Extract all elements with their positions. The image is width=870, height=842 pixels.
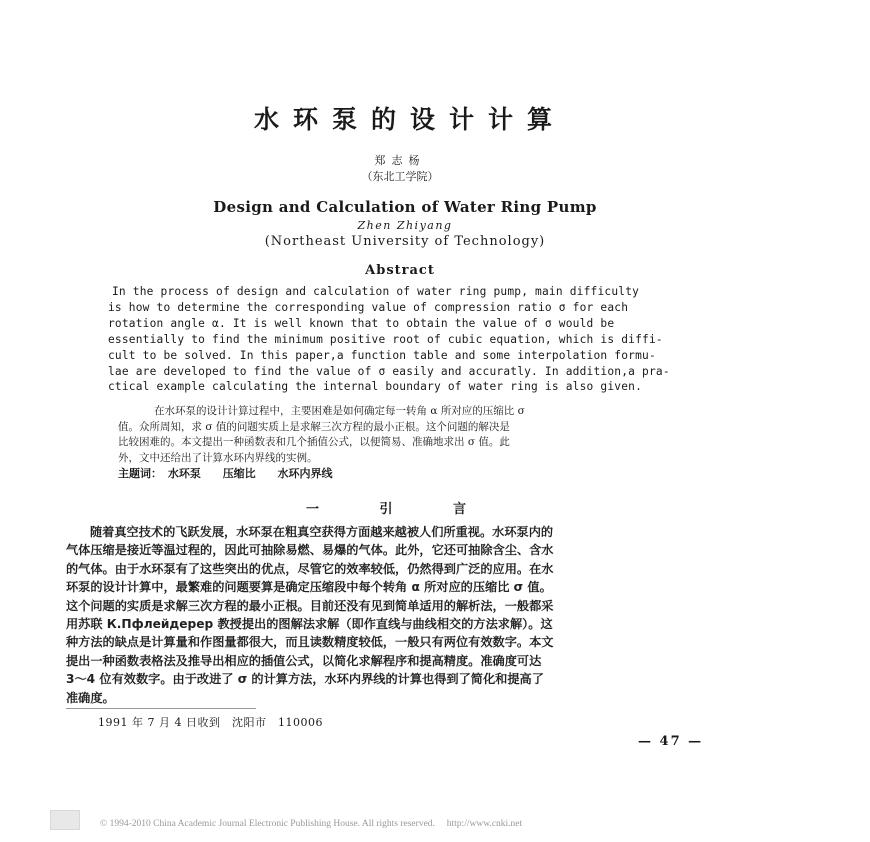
publisher-logo-icon bbox=[50, 810, 80, 830]
paper-title-cn: 水环泵的设计计算 bbox=[253, 105, 566, 134]
page-number: — 47 — bbox=[638, 734, 704, 749]
body-line: 环泵的设计计算中，最繁难的问题要算是确定压缩段中每个转角 α 所对应的压缩比 σ 值。 bbox=[66, 580, 552, 595]
keyword: 水环内界线 bbox=[277, 467, 333, 480]
body-line: 提出一种函数表格法及推导出相应的插值公式，以简化求解程序和提高精度。准确度可达 bbox=[66, 653, 542, 668]
body-line: 这个问题的实质是求解三次方程的最小正根。目前还没有见到简单适用的解析法，一般都采 bbox=[66, 598, 554, 613]
body-line: 气体压缩是接近等温过程的，因此可抽除易燃、易爆的气体。此外，它还可抽除含尘、含水 bbox=[66, 543, 554, 558]
abstract-line: essentially to find the minimum positive root of cubic equation, which is diffi- bbox=[108, 332, 663, 346]
abstract-cn-line: 值。众所周知，求 σ 值的问题实质上是求解三次方程的最小正根。这个问题的解决是 bbox=[118, 420, 510, 433]
body-line: 的气体。由于水环泵有了这些突出的优点，尽管它的效率较低，仍然得到广泛的应用。在水 bbox=[66, 561, 554, 576]
abstract-cn bbox=[118, 404, 678, 482]
abstract-line: is how to determine the corresponding value of compression ratio σ for each bbox=[108, 300, 629, 314]
body-line: 随着真空技术的飞跃发展，水环泵在粗真空获得方面越来越被人们所重视。水环泵内的 bbox=[90, 525, 554, 539]
footnote-rule bbox=[66, 708, 256, 709]
author-en: Zhen Zhiyang bbox=[357, 219, 453, 232]
keywords-label: 主题词： bbox=[118, 467, 162, 480]
section-heading: 一 引 言 bbox=[305, 502, 495, 517]
footnote: 1991 年 7 月 4 日收到 沈阳市 110006 bbox=[98, 716, 323, 729]
body-line: 用苏联 К.Пфлейдерер 教授提出的图解法求解（即作直线与曲线相交的方法求解）。这 bbox=[66, 617, 553, 632]
abstract-heading: Abstract bbox=[365, 263, 435, 278]
copyright-notice: © 1994-2010 China Academic Journal Electronic Publishing House. All rights reserved. http://www.cnki.net bbox=[100, 819, 523, 829]
abstract-line: cult to be solved. In this paper,a function table and some interpolation formu- bbox=[108, 348, 656, 362]
abstract-line: lae are developed to find the value of σ easily and accuratly. In addition,a pra- bbox=[108, 364, 670, 378]
body-line: 种方法的缺点是计算量和作图量都很大，而且读数精度较低，一般只有两位有效数字。本文 bbox=[66, 635, 554, 650]
abstract-cn-line: 外，文中还给出了计算水环内界线的实例。 bbox=[118, 451, 318, 464]
affiliation-en: (Northeast University of Technology) bbox=[264, 234, 546, 249]
abstract-line: In the process of design and calculation of water ring pump, main difficulty bbox=[112, 285, 640, 298]
keywords bbox=[118, 466, 678, 482]
abstract-line: rotation angle α. It is well known that to obtain the value of σ would be bbox=[108, 316, 615, 330]
abstract-cn-line: 比较困难的。本文提出一种函数表和几个插值公式，以便简易、准确地求出 σ 值。此 bbox=[118, 436, 510, 448]
author-cn: 郑志杨 bbox=[374, 154, 426, 167]
abstract-cn-line: 在水环泵的设计计算过程中，主要困难是如何确定每一转角 α 所对应的压缩比 σ bbox=[154, 405, 525, 417]
affiliation-cn: （东北工学院） bbox=[361, 170, 439, 183]
body-line: 3～4 位有效数字。由于改进了 σ 的计算方法，水环内界线的计算也得到了简化和提高了 bbox=[66, 672, 544, 687]
body-line: 准确度。 bbox=[66, 690, 115, 705]
section-body bbox=[66, 523, 734, 707]
abstract-line: ctical example calculating the internal boundary of water ring is also given. bbox=[108, 380, 643, 394]
keyword: 水环泵 bbox=[167, 467, 201, 480]
paper-title-en: Design and Calculation of Water Ring Pump bbox=[213, 198, 597, 216]
keyword: 压缩比 bbox=[222, 467, 256, 480]
abstract-body bbox=[108, 284, 720, 395]
